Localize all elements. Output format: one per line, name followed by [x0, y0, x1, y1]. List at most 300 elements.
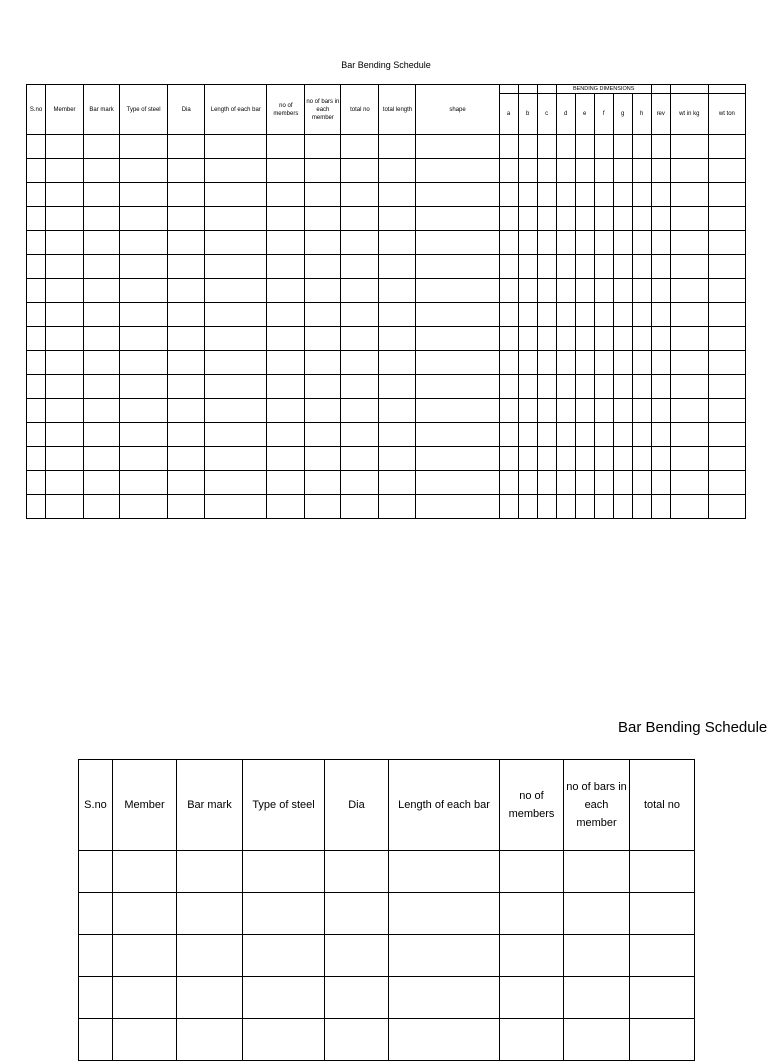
table-cell[interactable] [518, 135, 537, 159]
table-cell[interactable] [168, 279, 205, 303]
table-cell[interactable] [177, 935, 243, 977]
table-cell[interactable] [79, 977, 113, 1019]
table-cell[interactable] [708, 279, 745, 303]
table-cell[interactable] [27, 495, 46, 519]
table-cell[interactable] [651, 327, 670, 351]
table-cell[interactable] [325, 1019, 389, 1061]
table-cell[interactable] [267, 303, 305, 327]
table-cell[interactable] [267, 207, 305, 231]
table-cell[interactable] [205, 231, 267, 255]
table-cell[interactable] [84, 207, 120, 231]
table-cell[interactable] [575, 495, 594, 519]
table-cell[interactable] [416, 375, 499, 399]
table-cell[interactable] [84, 255, 120, 279]
table-cell[interactable] [46, 423, 84, 447]
table-cell[interactable] [594, 231, 613, 255]
table-cell[interactable] [630, 977, 695, 1019]
table-cell[interactable] [518, 183, 537, 207]
table-cell[interactable] [632, 375, 651, 399]
table-cell[interactable] [267, 447, 305, 471]
table-cell[interactable] [556, 207, 575, 231]
table-cell[interactable] [168, 375, 205, 399]
table-cell[interactable] [518, 471, 537, 495]
table-cell[interactable] [499, 231, 518, 255]
table-cell[interactable] [670, 303, 708, 327]
table-cell[interactable] [499, 327, 518, 351]
table-cell[interactable] [708, 495, 745, 519]
table-cell[interactable] [341, 399, 379, 423]
table-cell[interactable] [379, 255, 416, 279]
table-cell[interactable] [499, 183, 518, 207]
table-cell[interactable] [84, 159, 120, 183]
table-cell[interactable] [305, 159, 341, 183]
table-cell[interactable] [205, 327, 267, 351]
table-cell[interactable] [389, 977, 500, 1019]
table-cell[interactable] [630, 1019, 695, 1061]
table-cell[interactable] [556, 159, 575, 183]
table-cell[interactable] [379, 399, 416, 423]
table-cell[interactable] [556, 495, 575, 519]
table-cell[interactable] [379, 207, 416, 231]
table-cell[interactable] [416, 351, 499, 375]
table-cell[interactable] [537, 375, 556, 399]
table-cell[interactable] [632, 351, 651, 375]
table-cell[interactable] [575, 399, 594, 423]
table-cell[interactable] [416, 159, 499, 183]
table-cell[interactable] [79, 935, 113, 977]
table-cell[interactable] [708, 327, 745, 351]
table-cell[interactable] [341, 207, 379, 231]
table-cell[interactable] [670, 375, 708, 399]
table-cell[interactable] [27, 207, 46, 231]
table-cell[interactable] [120, 279, 168, 303]
table-cell[interactable] [651, 495, 670, 519]
table-cell[interactable] [243, 977, 325, 1019]
table-cell[interactable] [670, 279, 708, 303]
table-cell[interactable] [379, 183, 416, 207]
table-cell[interactable] [416, 231, 499, 255]
table-cell[interactable] [632, 159, 651, 183]
table-cell[interactable] [564, 851, 630, 893]
table-cell[interactable] [27, 231, 46, 255]
table-cell[interactable] [46, 135, 84, 159]
table-cell[interactable] [708, 207, 745, 231]
table-cell[interactable] [632, 231, 651, 255]
table-cell[interactable] [651, 351, 670, 375]
table-cell[interactable] [205, 447, 267, 471]
table-cell[interactable] [27, 399, 46, 423]
table-cell[interactable] [305, 303, 341, 327]
table-cell[interactable] [305, 471, 341, 495]
table-cell[interactable] [177, 851, 243, 893]
table-cell[interactable] [305, 495, 341, 519]
table-cell[interactable] [499, 303, 518, 327]
table-cell[interactable] [305, 231, 341, 255]
table-cell[interactable] [499, 495, 518, 519]
table-cell[interactable] [84, 471, 120, 495]
table-cell[interactable] [379, 159, 416, 183]
table-cell[interactable] [379, 423, 416, 447]
table-cell[interactable] [84, 279, 120, 303]
table-cell[interactable] [499, 399, 518, 423]
table-cell[interactable] [341, 255, 379, 279]
table-cell[interactable] [325, 893, 389, 935]
table-cell[interactable] [670, 207, 708, 231]
table-cell[interactable] [84, 327, 120, 351]
table-cell[interactable] [84, 423, 120, 447]
table-cell[interactable] [205, 495, 267, 519]
table-cell[interactable] [267, 351, 305, 375]
table-cell[interactable] [305, 447, 341, 471]
table-cell[interactable] [564, 1019, 630, 1061]
table-cell[interactable] [670, 495, 708, 519]
table-cell[interactable] [168, 471, 205, 495]
table-cell[interactable] [305, 279, 341, 303]
table-cell[interactable] [499, 159, 518, 183]
table-cell[interactable] [537, 495, 556, 519]
table-cell[interactable] [651, 231, 670, 255]
table-cell[interactable] [177, 977, 243, 1019]
table-cell[interactable] [499, 279, 518, 303]
table-cell[interactable] [613, 375, 632, 399]
table-cell[interactable] [389, 851, 500, 893]
table-cell[interactable] [670, 423, 708, 447]
table-cell[interactable] [632, 303, 651, 327]
table-cell[interactable] [556, 255, 575, 279]
table-cell[interactable] [389, 893, 500, 935]
table-cell[interactable] [613, 423, 632, 447]
table-cell[interactable] [79, 851, 113, 893]
table-cell[interactable] [177, 893, 243, 935]
table-cell[interactable] [120, 351, 168, 375]
table-cell[interactable] [537, 303, 556, 327]
table-cell[interactable] [27, 351, 46, 375]
table-cell[interactable] [500, 1019, 564, 1061]
table-cell[interactable] [708, 255, 745, 279]
table-cell[interactable] [594, 279, 613, 303]
table-cell[interactable] [670, 351, 708, 375]
table-cell[interactable] [594, 375, 613, 399]
table-cell[interactable] [46, 255, 84, 279]
table-cell[interactable] [267, 159, 305, 183]
table-cell[interactable] [267, 423, 305, 447]
table-cell[interactable] [120, 255, 168, 279]
table-cell[interactable] [389, 1019, 500, 1061]
table-cell[interactable] [84, 303, 120, 327]
table-cell[interactable] [537, 327, 556, 351]
table-cell[interactable] [267, 375, 305, 399]
table-cell[interactable] [305, 327, 341, 351]
table-cell[interactable] [670, 183, 708, 207]
table-cell[interactable] [537, 399, 556, 423]
table-cell[interactable] [416, 327, 499, 351]
table-cell[interactable] [575, 375, 594, 399]
table-cell[interactable] [651, 399, 670, 423]
table-cell[interactable] [205, 375, 267, 399]
table-cell[interactable] [632, 135, 651, 159]
table-cell[interactable] [632, 447, 651, 471]
table-cell[interactable] [518, 495, 537, 519]
table-cell[interactable] [120, 327, 168, 351]
table-cell[interactable] [205, 255, 267, 279]
table-cell[interactable] [499, 351, 518, 375]
table-cell[interactable] [267, 231, 305, 255]
table-cell[interactable] [27, 303, 46, 327]
table-cell[interactable] [537, 471, 556, 495]
table-cell[interactable] [613, 159, 632, 183]
table-cell[interactable] [594, 471, 613, 495]
table-cell[interactable] [416, 135, 499, 159]
table-cell[interactable] [46, 447, 84, 471]
table-cell[interactable] [499, 375, 518, 399]
table-cell[interactable] [27, 255, 46, 279]
table-cell[interactable] [632, 495, 651, 519]
table-cell[interactable] [84, 375, 120, 399]
table-cell[interactable] [670, 135, 708, 159]
table-cell[interactable] [205, 207, 267, 231]
table-cell[interactable] [46, 183, 84, 207]
table-cell[interactable] [556, 423, 575, 447]
table-cell[interactable] [670, 327, 708, 351]
table-cell[interactable] [205, 351, 267, 375]
table-cell[interactable] [556, 231, 575, 255]
table-cell[interactable] [575, 327, 594, 351]
table-cell[interactable] [46, 279, 84, 303]
table-cell[interactable] [575, 207, 594, 231]
table-cell[interactable] [267, 135, 305, 159]
table-cell[interactable] [613, 255, 632, 279]
table-cell[interactable] [27, 135, 46, 159]
table-cell[interactable] [46, 399, 84, 423]
table-cell[interactable] [341, 327, 379, 351]
table-cell[interactable] [341, 231, 379, 255]
table-cell[interactable] [575, 423, 594, 447]
table-cell[interactable] [518, 159, 537, 183]
table-cell[interactable] [556, 327, 575, 351]
table-cell[interactable] [632, 207, 651, 231]
table-cell[interactable] [168, 423, 205, 447]
table-cell[interactable] [168, 447, 205, 471]
table-cell[interactable] [341, 303, 379, 327]
table-cell[interactable] [537, 207, 556, 231]
table-cell[interactable] [27, 327, 46, 351]
table-cell[interactable] [389, 935, 500, 977]
table-cell[interactable] [267, 471, 305, 495]
table-cell[interactable] [518, 423, 537, 447]
table-cell[interactable] [564, 893, 630, 935]
table-cell[interactable] [575, 231, 594, 255]
table-cell[interactable] [379, 303, 416, 327]
table-cell[interactable] [120, 303, 168, 327]
table-cell[interactable] [556, 135, 575, 159]
table-cell[interactable] [267, 327, 305, 351]
table-cell[interactable] [651, 375, 670, 399]
table-cell[interactable] [416, 303, 499, 327]
table-cell[interactable] [79, 893, 113, 935]
table-cell[interactable] [205, 399, 267, 423]
table-cell[interactable] [613, 495, 632, 519]
table-cell[interactable] [379, 447, 416, 471]
table-cell[interactable] [556, 303, 575, 327]
table-cell[interactable] [168, 303, 205, 327]
table-cell[interactable] [594, 303, 613, 327]
table-cell[interactable] [575, 351, 594, 375]
table-cell[interactable] [630, 851, 695, 893]
table-cell[interactable] [416, 399, 499, 423]
table-cell[interactable] [613, 399, 632, 423]
table-cell[interactable] [518, 303, 537, 327]
table-cell[interactable] [499, 471, 518, 495]
table-cell[interactable] [120, 159, 168, 183]
table-cell[interactable] [594, 423, 613, 447]
table-cell[interactable] [168, 495, 205, 519]
table-cell[interactable] [205, 423, 267, 447]
table-cell[interactable] [670, 399, 708, 423]
table-cell[interactable] [500, 977, 564, 1019]
table-cell[interactable] [120, 471, 168, 495]
table-cell[interactable] [708, 447, 745, 471]
table-cell[interactable] [267, 183, 305, 207]
table-cell[interactable] [305, 135, 341, 159]
table-cell[interactable] [305, 207, 341, 231]
table-cell[interactable] [594, 351, 613, 375]
table-cell[interactable] [613, 471, 632, 495]
table-cell[interactable] [267, 279, 305, 303]
table-cell[interactable] [575, 183, 594, 207]
table-cell[interactable] [27, 279, 46, 303]
table-cell[interactable] [708, 159, 745, 183]
table-cell[interactable] [594, 495, 613, 519]
table-cell[interactable] [575, 135, 594, 159]
table-cell[interactable] [341, 135, 379, 159]
table-cell[interactable] [305, 423, 341, 447]
table-cell[interactable] [632, 399, 651, 423]
table-cell[interactable] [416, 255, 499, 279]
table-cell[interactable] [537, 255, 556, 279]
table-cell[interactable] [120, 495, 168, 519]
table-cell[interactable] [168, 135, 205, 159]
table-cell[interactable] [341, 159, 379, 183]
table-cell[interactable] [537, 159, 556, 183]
table-cell[interactable] [325, 935, 389, 977]
table-cell[interactable] [341, 375, 379, 399]
table-cell[interactable] [632, 183, 651, 207]
table-cell[interactable] [305, 255, 341, 279]
table-cell[interactable] [27, 471, 46, 495]
table-cell[interactable] [670, 471, 708, 495]
table-cell[interactable] [537, 135, 556, 159]
table-cell[interactable] [518, 351, 537, 375]
table-cell[interactable] [205, 159, 267, 183]
table-cell[interactable] [708, 183, 745, 207]
table-cell[interactable] [613, 183, 632, 207]
table-cell[interactable] [575, 159, 594, 183]
table-cell[interactable] [27, 423, 46, 447]
table-cell[interactable] [243, 893, 325, 935]
table-cell[interactable] [564, 935, 630, 977]
table-cell[interactable] [518, 447, 537, 471]
table-cell[interactable] [120, 423, 168, 447]
table-cell[interactable] [518, 375, 537, 399]
table-cell[interactable] [613, 447, 632, 471]
table-cell[interactable] [168, 159, 205, 183]
table-cell[interactable] [632, 279, 651, 303]
table-cell[interactable] [305, 399, 341, 423]
table-cell[interactable] [708, 471, 745, 495]
table-cell[interactable] [499, 447, 518, 471]
table-cell[interactable] [113, 893, 177, 935]
table-cell[interactable] [499, 207, 518, 231]
table-cell[interactable] [416, 279, 499, 303]
table-cell[interactable] [79, 1019, 113, 1061]
table-cell[interactable] [537, 279, 556, 303]
table-cell[interactable] [556, 183, 575, 207]
table-cell[interactable] [575, 303, 594, 327]
table-cell[interactable] [518, 279, 537, 303]
table-cell[interactable] [594, 399, 613, 423]
table-cell[interactable] [670, 447, 708, 471]
table-cell[interactable] [632, 255, 651, 279]
table-cell[interactable] [518, 399, 537, 423]
table-cell[interactable] [46, 231, 84, 255]
table-cell[interactable] [120, 207, 168, 231]
table-cell[interactable] [708, 399, 745, 423]
table-cell[interactable] [651, 471, 670, 495]
table-cell[interactable] [632, 423, 651, 447]
table-cell[interactable] [651, 207, 670, 231]
table-cell[interactable] [537, 447, 556, 471]
table-cell[interactable] [575, 447, 594, 471]
table-cell[interactable] [168, 183, 205, 207]
table-cell[interactable] [267, 255, 305, 279]
table-cell[interactable] [575, 471, 594, 495]
table-cell[interactable] [379, 279, 416, 303]
table-cell[interactable] [305, 375, 341, 399]
table-cell[interactable] [113, 1019, 177, 1061]
table-cell[interactable] [84, 135, 120, 159]
table-cell[interactable] [46, 159, 84, 183]
table-cell[interactable] [379, 471, 416, 495]
table-cell[interactable] [416, 423, 499, 447]
table-cell[interactable] [670, 159, 708, 183]
table-cell[interactable] [537, 231, 556, 255]
table-cell[interactable] [305, 351, 341, 375]
table-cell[interactable] [500, 935, 564, 977]
table-cell[interactable] [613, 327, 632, 351]
table-cell[interactable] [379, 135, 416, 159]
table-cell[interactable] [205, 135, 267, 159]
table-cell[interactable] [416, 183, 499, 207]
table-cell[interactable] [168, 399, 205, 423]
table-cell[interactable] [651, 183, 670, 207]
table-cell[interactable] [708, 303, 745, 327]
table-cell[interactable] [556, 447, 575, 471]
table-cell[interactable] [243, 1019, 325, 1061]
table-cell[interactable] [613, 279, 632, 303]
table-cell[interactable] [537, 423, 556, 447]
table-cell[interactable] [46, 303, 84, 327]
table-cell[interactable] [556, 471, 575, 495]
table-cell[interactable] [84, 183, 120, 207]
table-cell[interactable] [556, 279, 575, 303]
table-cell[interactable] [325, 977, 389, 1019]
table-cell[interactable] [708, 423, 745, 447]
table-cell[interactable] [27, 447, 46, 471]
table-cell[interactable] [267, 495, 305, 519]
table-cell[interactable] [84, 447, 120, 471]
table-cell[interactable] [113, 935, 177, 977]
table-cell[interactable] [341, 495, 379, 519]
